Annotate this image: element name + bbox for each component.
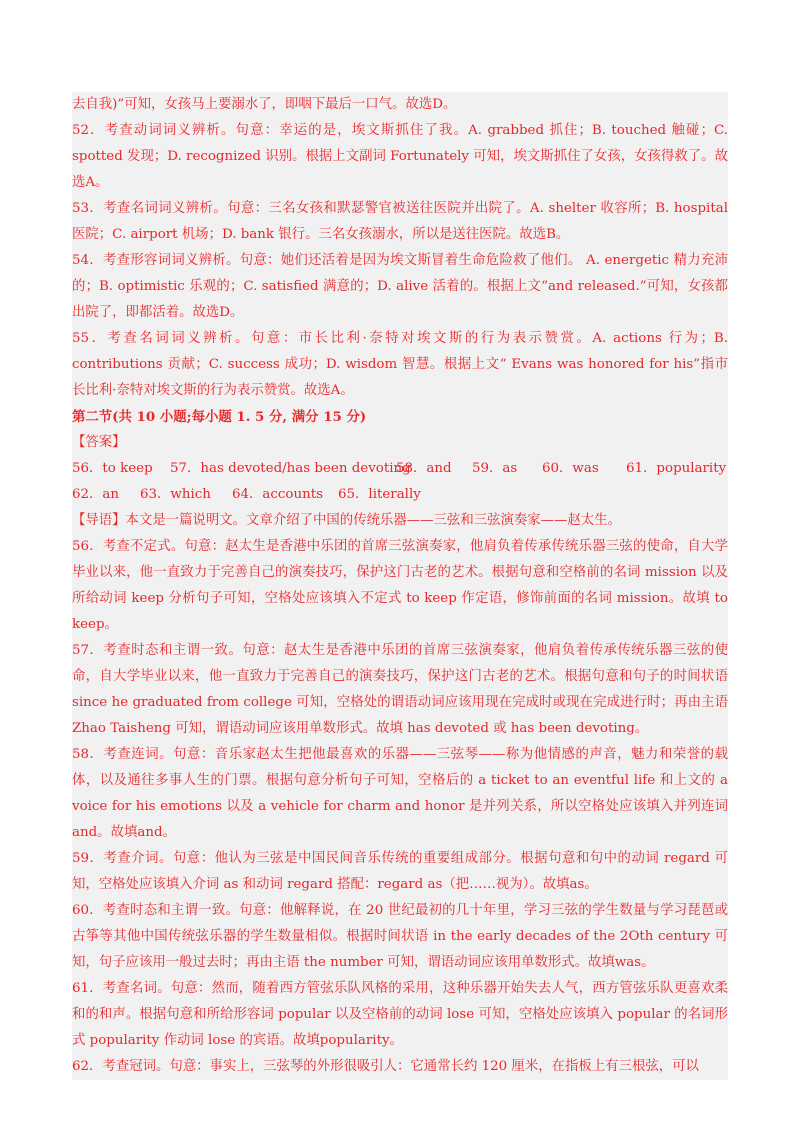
answer-item: 64．accounts [232, 487, 323, 502]
paragraph: 57．考查时态和主谓一致。句意：赵太生是香港中乐团的首席三弦演奏家，他肩负着传承传统乐器三弦的使命，自大学毕业以来，他一直致力于完善自己的演奏技巧，保护这门古老的艺术。根据句意和句子的时间状语 since he graduated from college 可知，空格处的谓语动词应该用现在完成时或现在完成进行时；再由主语 Zhao Taisheng 可知，谓语动词应该用单数形式。故填 has devoted 或 has been devoting。 [72, 643, 728, 736]
answer-item: 58．and [396, 461, 452, 476]
paragraph: 60．考查时态和主谓一致。句意：他解释说，在 20 世纪最初的几十年里，学习三弦的学生数量与学习琵琶或古筝等其他中国传统弦乐器的学生数量相似。根据时间状语 in the early decades of the 2Oth century 可知，句子应该用一般过去时；再由主语 the number 可知，谓语动词应该用单数形式。故填was。 [72, 903, 728, 970]
paragraph: 54．考查形容词词义辨析。句意：她们还活着是因为埃文斯冒着生命危险救了他们。 A. energetic 精力充沛的；B. optimistic 乐观的；C. satisfied 满意的；D. alive 活着的。根据上文“and released.”可知，女孩都出院了，即都活着。故选D。 [72, 253, 728, 320]
answer-item: 65．literally [338, 487, 421, 502]
answer-item: 56．to keep [72, 461, 153, 476]
paragraph: 52．考查动词词义辨析。句意：幸运的是，埃文斯抓住了我。A. grabbed 抓住；B. touched 触碰；C. spotted 发现；D. recognized 识别。根据上文副词 Fortunately 可知，埃文斯抓住了女孩，女孩得救了。故选A。 [72, 123, 728, 190]
guide-paragraph: 【导语】本文是一篇说明文。文章介绍了中国的传统乐器——三弦和三弦演奏家——赵太生。 [72, 513, 622, 528]
section-2 [72, 404, 728, 1080]
explanation-block-1 [72, 92, 728, 404]
paragraph: 去自我)”可知，女孩马上要溺水了，即咽下最后一口气。故选D。 [72, 97, 457, 112]
answer-item: 60．was [542, 461, 599, 476]
paragraph: 59．考查介词。句意：他认为三弦是中国民间音乐传统的重要组成部分。根据句意和句中的动词 regard 可知，空格处应该填入介词 as 和动词 regard 搭配：regard as（把……视为）。故填as。 [72, 851, 728, 892]
answer-item: 61．popularity [626, 461, 727, 476]
section-heading: 第二节(共 10 小题;每小题 1. 5 分, 满分 15 分) [72, 409, 367, 425]
answers-row-1 [72, 456, 728, 482]
paragraph: 53．考查名词词义辨析。句意：三名女孩和默瑟警官被送往医院并出院了。A. shelter 收容所；B. hospital 医院；C. airport 机场；D. bank 银行。三名女孩溺水，所以是送往医院。故选B。 [72, 201, 728, 242]
answer-item: 62．an [72, 487, 120, 502]
answer-label: 【答案】 [72, 435, 126, 450]
paragraph: 55．考查名词词义辨析。句意：市长比利·奈特对埃文斯的行为表示赞赏。A. actions 行为；B. contributions 贡献；C. success 成功；D. wisdom 智慧。根据上文“ Evans was honored for his”指市长比利·奈特对埃文斯的行为表示赞赏。故选A。 [72, 331, 728, 398]
answer-item: 57．has devoted/has been devoting [170, 461, 411, 476]
paragraph: 61．考查名词。句意：然而，随着西方管弦乐队风格的采用，这种乐器开始失去人气，西方管弦乐队更喜欢柔和的和声。根据句意和所给形容词 popular 以及空格前的动词 lose 可知，空格处应该填入 popular 的名词形式 popularity 作动词 lose 的宾语。故填popularity。 [72, 981, 728, 1048]
answer-item: 63．which [140, 487, 211, 502]
answer-item: 59．as [472, 461, 518, 476]
paragraph: 58．考查连词。句意：音乐家赵太生把他最喜欢的乐器——三弦琴——称为他情感的声音，魅力和荣誉的载体，以及通往多事人生的门票。根据句意分析句子可知，空格后的 a ticket to an eventful life 和上文的 a voice for his emotions 以及 a vehicle for charm and honor 是并列关系，所以空格处应该填入并列连词 and。故填and。 [72, 747, 728, 840]
paragraph: 56．考查不定式。句意：赵太生是香港中乐团的首席三弦演奏家，他肩负着传承传统乐器三弦的使命，自大学毕业以来，他一直致力于完善自己的演奏技巧，保护这门古老的艺术。根据句意和空格前的名词 mission 以及所给动词 keep 分析句子可知，空格处应该填入不定式 to keep 作定语，修饰前面的名词 mission。故填 to keep。 [72, 539, 728, 632]
document-body [72, 92, 728, 1080]
answers-row-2 [72, 482, 728, 508]
paragraph: 62．考查冠词。句意：事实上，三弦琴的外形很吸引人：它通常长约 120 厘米，在指板上有三根弦，可以 [72, 1059, 699, 1074]
